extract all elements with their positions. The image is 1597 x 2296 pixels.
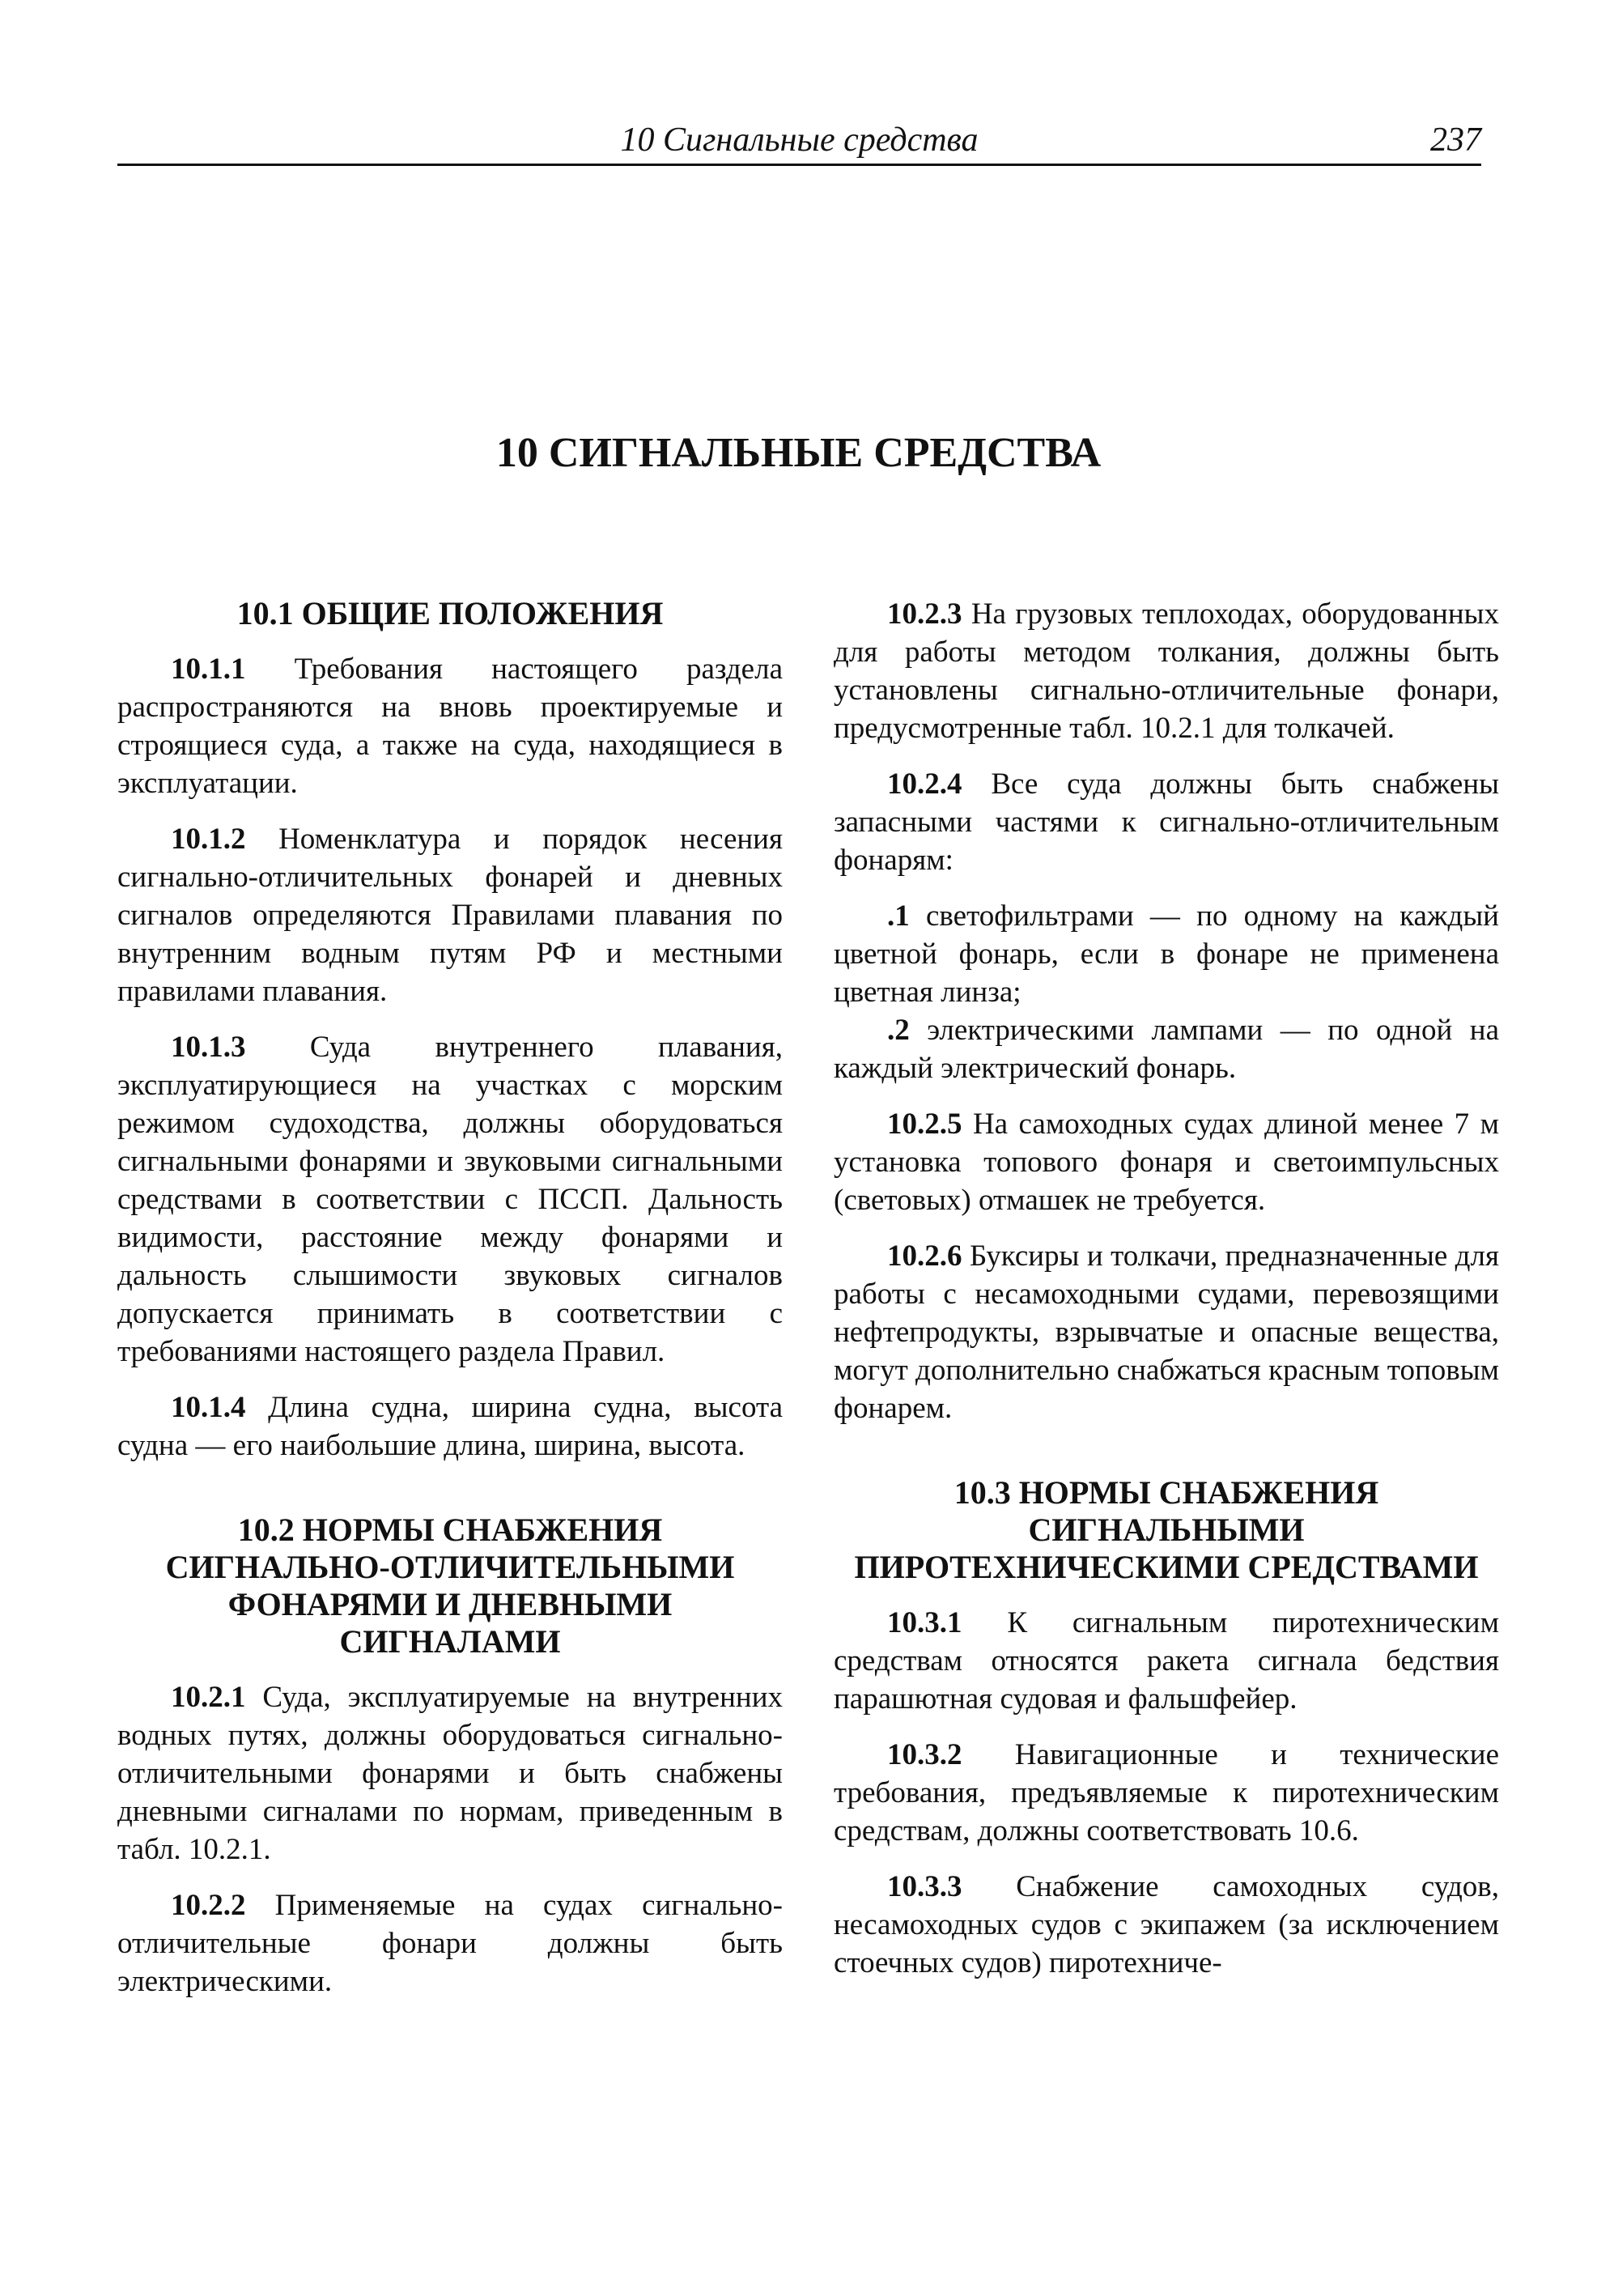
paragraph-number: 10.2.2 [171, 1889, 246, 1922]
paragraph-number: 10.1.1 [171, 653, 246, 686]
right-column [834, 595, 1499, 2000]
paragraph-text: Применяемые на судах сигнально-отличительные фонари должны быть электрическими. [117, 1889, 783, 1998]
paragraph-text: Навигационные и технические требования, предъявляемые к пиротехническим средствам, должны соответствовать 10.6. [834, 1738, 1499, 1847]
paragraph-10-3-2 [834, 1736, 1499, 1850]
item-text: электрическими лампами — по одной на каждый электрический фонарь. [834, 1014, 1499, 1085]
paragraph-number: 10.1.4 [171, 1391, 246, 1424]
heading-line: 10.3 НОРМЫ СНАБЖЕНИЯ [954, 1474, 1379, 1511]
paragraph-text: На самоходных судах длиной менее 7 м установка топового фонаря и светоимпульсных (световых) отмашек не требуется. [834, 1108, 1499, 1217]
paragraph-number: 10.3.3 [887, 1870, 962, 1903]
running-header [117, 121, 1481, 166]
page-number: 237 [1430, 121, 1481, 159]
paragraph-text: Номенклатура и порядок несения сигнально-отличительных фонарей и дневных сигналов определяются Правилами плавания по внутренним водным путям РФ и местными правилами плавания. [117, 823, 783, 1008]
section-heading-10-2 [117, 1512, 783, 1660]
left-column [117, 595, 783, 2018]
paragraph-number: 10.2.6 [887, 1239, 962, 1273]
paragraph-10-3-3 [834, 1868, 1499, 1982]
paragraph-text: На грузовых теплоходах, оборудованных для работы методом толкания, должны быть установлены сигнально-отличительные фонари, предусмотренные табл. 10.2.1 для толкачей. [834, 597, 1499, 745]
heading-line: СИГНАЛЬНО-ОТЛИЧИТЕЛЬНЫМИ [165, 1549, 735, 1585]
running-header-chapter: 10 Сигнальные средства [620, 121, 979, 159]
paragraph-10-3-1 [834, 1604, 1499, 1718]
paragraph-10-2-1 [117, 1678, 783, 1869]
heading-line: ПИРОТЕХНИЧЕСКИМИ СРЕДСТВАМИ [854, 1549, 1479, 1585]
paragraph-10-2-4 [834, 765, 1499, 879]
paragraph-text: К сигнальным пиротехническим средствам относятся ракета сигнала бедствия парашютная судовая и фальшфейер. [834, 1606, 1499, 1716]
paragraph-10-2-2 [117, 1886, 783, 2000]
chapter-title: 10 СИГНАЛЬНЫЕ СРЕДСТВА [495, 430, 1102, 476]
paragraph-10-1-2 [117, 820, 783, 1010]
paragraph-number: 10.1.2 [171, 823, 246, 856]
paragraph-10-2-3 [834, 595, 1499, 747]
section-heading-10-1: 10.1 ОБЩИЕ ПОЛОЖЕНИЯ [236, 595, 664, 631]
paragraph-number: 10.2.1 [171, 1681, 246, 1714]
paragraph-text: Суда, эксплуатируемые на внутренних водных путях, должны оборудоваться сигнально-отличительными фонарями и быть снабжены дневными сигналами по нормам, приведенным в табл. 10.2.1. [117, 1681, 783, 1866]
heading-line: 10.2 НОРМЫ СНАБЖЕНИЯ [237, 1512, 663, 1548]
paragraph-number: 10.1.3 [171, 1031, 246, 1064]
item-text: светофильтрами — по одному на каждый цветной фонарь, если в фонаре не применена цветная линза; [834, 899, 1499, 1009]
heading-line: ФОНАРЯМИ И ДНЕВНЫМИ [227, 1586, 673, 1622]
paragraph-10-2-6 [834, 1237, 1499, 1427]
paragraph-number: 10.3.1 [887, 1606, 962, 1639]
heading-line: СИГНАЛЬНЫМИ [1028, 1512, 1305, 1548]
item-number: .1 [887, 899, 910, 933]
heading-line: СИГНАЛАМИ [339, 1623, 561, 1660]
paragraph-10-1-1 [117, 650, 783, 802]
paragraph-number: 10.2.5 [887, 1108, 962, 1141]
list-item [834, 1011, 1499, 1087]
paragraph-10-2-5 [834, 1105, 1499, 1219]
paragraph-number: 10.2.3 [887, 597, 962, 631]
item-number: .2 [887, 1014, 910, 1047]
paragraph-number: 10.3.2 [887, 1738, 962, 1771]
paragraph-text: Снабжение самоходных судов, несамоходных судов с экипажем (за исключением стоечных судов) пиротехниче- [834, 1870, 1499, 1979]
paragraph-text: Буксиры и толкачи, предназначенные для работы с несамоходными судами, перевозящими нефтепродукты, взрывчатые и опасные вещества, могут дополнительно снабжаться красным топовым фонарем. [834, 1239, 1499, 1425]
paragraph-text: Длина судна, ширина судна, высота судна — его наибольшие длина, ширина, высота. [117, 1391, 783, 1462]
paragraph-number: 10.2.4 [887, 767, 962, 801]
paragraph-text: Суда внутреннего плавания, эксплуатирующиеся на участках с морским режимом судоходства, должны оборудоваться сигнальными фонарями и звуковыми сигнальными средствами в соответствии с ПССП. Дальность видимости, расстояние между фонарями и дальность слышимости звуковых сигналов допускается принимать в соответствии с требованиями настоящего раздела Правил. [117, 1031, 783, 1368]
paragraph-10-1-4 [117, 1388, 783, 1465]
section-heading-10-3 [834, 1474, 1499, 1586]
list-item [834, 897, 1499, 1011]
paragraph-10-1-3 [117, 1028, 783, 1371]
paragraph-text: Все суда должны быть снабжены запасными частями к сигнально-отличительным фонарям: [834, 767, 1499, 877]
paragraph-text: Требования настоящего раздела распространяются на вновь проектируемые и строящиеся суда, а также на суда, находящиеся в эксплуатации. [117, 653, 783, 800]
